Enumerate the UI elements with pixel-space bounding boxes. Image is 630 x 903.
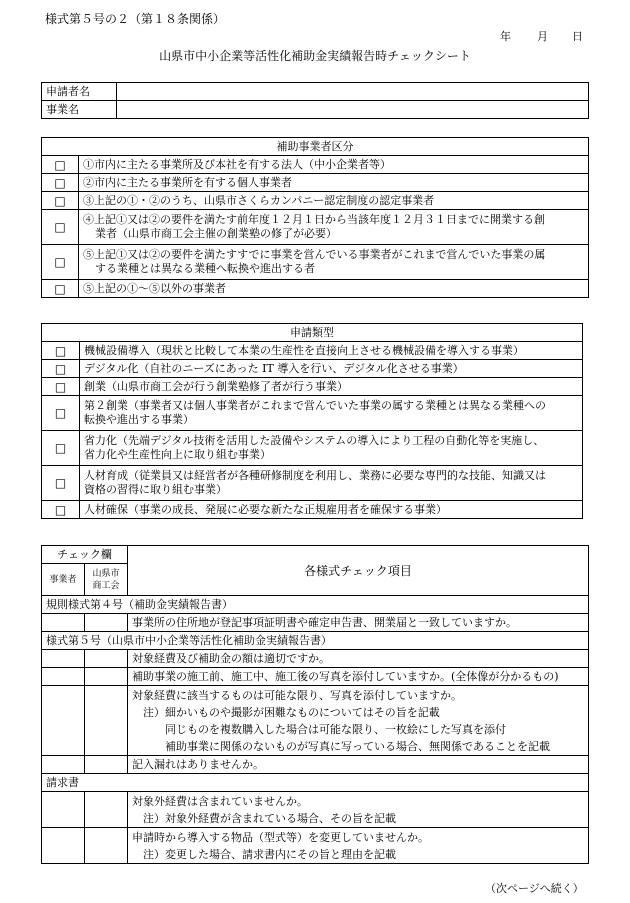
- type-line: 省力化や生産性向上に取り組む事業）: [84, 448, 271, 461]
- type-item: [80, 501, 583, 519]
- check-item-line: 注）対象外経費が含まれている場合、その旨を記載: [132, 811, 397, 825]
- business-check-cell[interactable]: [42, 756, 85, 774]
- type-item: [80, 466, 583, 501]
- section-title: 様式第５号（山県市中小企業等活性化補助金実績報告書）: [42, 632, 589, 650]
- category-item: [79, 280, 589, 298]
- city-column-header: [85, 564, 128, 596]
- type-line: 人材育成（従業員又は経営者が各種研修制度を利用し、業務に必要な専門的な技能、知識又は: [84, 469, 546, 482]
- category-item: [79, 156, 589, 174]
- page-title: 山県市中小企業等活性化補助金実績報告時チェックシート: [159, 49, 471, 63]
- date-year: 年: [500, 30, 511, 43]
- type-line: 資格の習得に取り組む事業）: [84, 483, 227, 496]
- type-item: [80, 360, 583, 378]
- check-item-line: 事業所の住所地が登記事項証明書や確定申告書、開業届と一致していますか。: [132, 615, 518, 629]
- city-check-cell[interactable]: [85, 686, 128, 756]
- category-checkbox[interactable]: □: [42, 156, 79, 174]
- check-item-line: 記入漏れはありませんか。: [132, 757, 265, 771]
- check-item: [128, 792, 589, 828]
- city-column-line: 山県市: [92, 568, 120, 579]
- business-column-header: 事業者: [42, 564, 85, 596]
- continued-note: （次ページへ続く）: [485, 882, 584, 895]
- section-title: 規則様式第４号（補助金実績報告書）: [42, 596, 589, 614]
- category-checkbox[interactable]: □: [42, 280, 79, 298]
- check-item-line: 対象経費及び補助金の額は適切ですか。: [132, 651, 331, 665]
- business-check-cell[interactable]: [42, 792, 85, 828]
- type-item: [80, 431, 583, 466]
- check-item: [128, 756, 589, 774]
- type-line: 機械設備導入（現状と比較して本業の生産性を直接向上させる機械設備を導入する事業）: [84, 343, 524, 357]
- city-column-line: 商工会: [92, 580, 120, 591]
- type-checkbox[interactable]: □: [42, 431, 80, 466]
- type-checkbox[interactable]: □: [42, 466, 80, 501]
- type-line: 創業（山県市商工会が行う創業塾修了者が行う事業）: [84, 379, 348, 393]
- category-line: ②市内に主たる事業所を有する個人事業者: [83, 175, 292, 189]
- type-checkbox[interactable]: □: [42, 360, 80, 378]
- category-table: [41, 137, 589, 298]
- check-item-line: 対象経費に該当するものは可能な限り、写真を添付していますか。: [132, 688, 463, 702]
- date-month: 月: [537, 30, 548, 43]
- form-number: 様式第５号の２（第１８条関係）: [45, 12, 226, 26]
- type-item: [80, 396, 583, 431]
- category-line: 業者（山県市商工会主催の創業塾の修了が必要）: [95, 227, 337, 240]
- type-checkbox[interactable]: □: [42, 501, 80, 519]
- items-column-header: 各様式チェック項目: [128, 546, 589, 596]
- application-type-heading: 申請類型: [42, 324, 583, 342]
- applicant-name-label: 申請者名: [42, 83, 117, 101]
- applicant-name-field[interactable]: [117, 83, 589, 101]
- category-heading: 補助事業者区分: [42, 138, 589, 156]
- check-item: [128, 686, 589, 756]
- type-line: 第２創業（事業者又は個人事業者がこれまで営んでいた事業の属する業種とは異なる業種への: [84, 399, 546, 412]
- type-checkbox[interactable]: □: [42, 378, 80, 396]
- check-item: [128, 650, 589, 668]
- category-checkbox[interactable]: □: [42, 210, 79, 245]
- type-line: 省力化（先端デジタル技術を活用した設備やシステムの導入により工程の自動化等を実施し、: [84, 434, 545, 447]
- business-check-cell[interactable]: [42, 686, 85, 756]
- type-line: デジタル化（自社のニーズにあった IT 導入を行い、デジタル化させる事業）: [84, 361, 464, 375]
- type-item: [80, 378, 583, 396]
- business-name-field[interactable]: [117, 101, 589, 119]
- category-checkbox[interactable]: □: [42, 192, 79, 210]
- check-item: [128, 614, 589, 632]
- city-check-cell[interactable]: [85, 650, 128, 668]
- business-check-cell[interactable]: [42, 668, 85, 686]
- check-item-line: 補助事業に関係のないものが写真に写っている場合、無関係であることを記載: [132, 739, 551, 753]
- category-checkbox[interactable]: □: [42, 245, 79, 280]
- category-item: [79, 192, 589, 210]
- city-check-cell[interactable]: [85, 668, 128, 686]
- application-type-table: [41, 323, 583, 519]
- category-line: ⑤上記①又は②の要件を満たすすでに事業を営んでいる事業者がこれまで営んでいた事業の属: [83, 248, 546, 261]
- category-line: する業種とは異なる業種へ転換や進出する者: [95, 262, 315, 275]
- business-check-cell[interactable]: [42, 828, 85, 864]
- city-check-cell[interactable]: [85, 792, 128, 828]
- checklist-table: [41, 545, 589, 864]
- type-line: 転換や進出する事業）: [84, 413, 194, 426]
- section-title: 請求書: [42, 774, 589, 792]
- check-item: [128, 828, 589, 864]
- category-line: ④上記①又は②の要件を満たす前年度１２月１日から当該年度１２月３１日までに開業する創: [83, 213, 545, 226]
- city-check-cell[interactable]: [85, 756, 128, 774]
- check-item-line: 注）細かいものや撮影が困難なものについてはその旨を記載: [132, 705, 440, 719]
- business-check-cell[interactable]: [42, 614, 85, 632]
- check-item-line: 申請時から導入する物品（型式等）を変更していませんか。: [132, 830, 430, 844]
- category-checkbox[interactable]: □: [42, 174, 79, 192]
- business-name-label: 事業名: [42, 101, 117, 119]
- type-item: [80, 342, 583, 360]
- category-item: [79, 210, 589, 245]
- type-checkbox[interactable]: □: [42, 342, 80, 360]
- category-line: ①市内に主たる事業所及び本社を有する法人（中小企業者等）: [83, 157, 391, 171]
- check-item-line: 注）変更した場合、請求書内にその旨と理由を記載: [132, 847, 397, 861]
- category-item: [79, 245, 589, 280]
- check-item-line: 同じものを複数購入した場合は可能な限り、一枚絵にした写真を添付: [132, 722, 507, 736]
- type-line: 人材確保（事業の成長、発展に必要な新たな正規雇用者を確保する事業）: [84, 502, 447, 516]
- check-column-header: チェック欄: [42, 546, 128, 564]
- category-item: [79, 174, 589, 192]
- check-item: [128, 668, 589, 686]
- check-item-line: 補助事業の施工前、施工中、施工後の写真を添付していますか。(全体像が分かるもの): [132, 669, 559, 683]
- business-check-cell[interactable]: [42, 650, 85, 668]
- applicant-table: [41, 82, 589, 119]
- category-line: ③上記の①・②のうち、山県市さくらカンパニー認定制度の認定事業者: [83, 193, 435, 207]
- type-checkbox[interactable]: □: [42, 396, 80, 431]
- city-check-cell[interactable]: [85, 614, 128, 632]
- date-day: 日: [572, 30, 583, 43]
- check-item-line: 対象外経費は含まれていませんか。: [132, 794, 309, 808]
- category-line: ⑤上記の①～⑤以外の事業者: [83, 281, 226, 295]
- city-check-cell[interactable]: [85, 828, 128, 864]
